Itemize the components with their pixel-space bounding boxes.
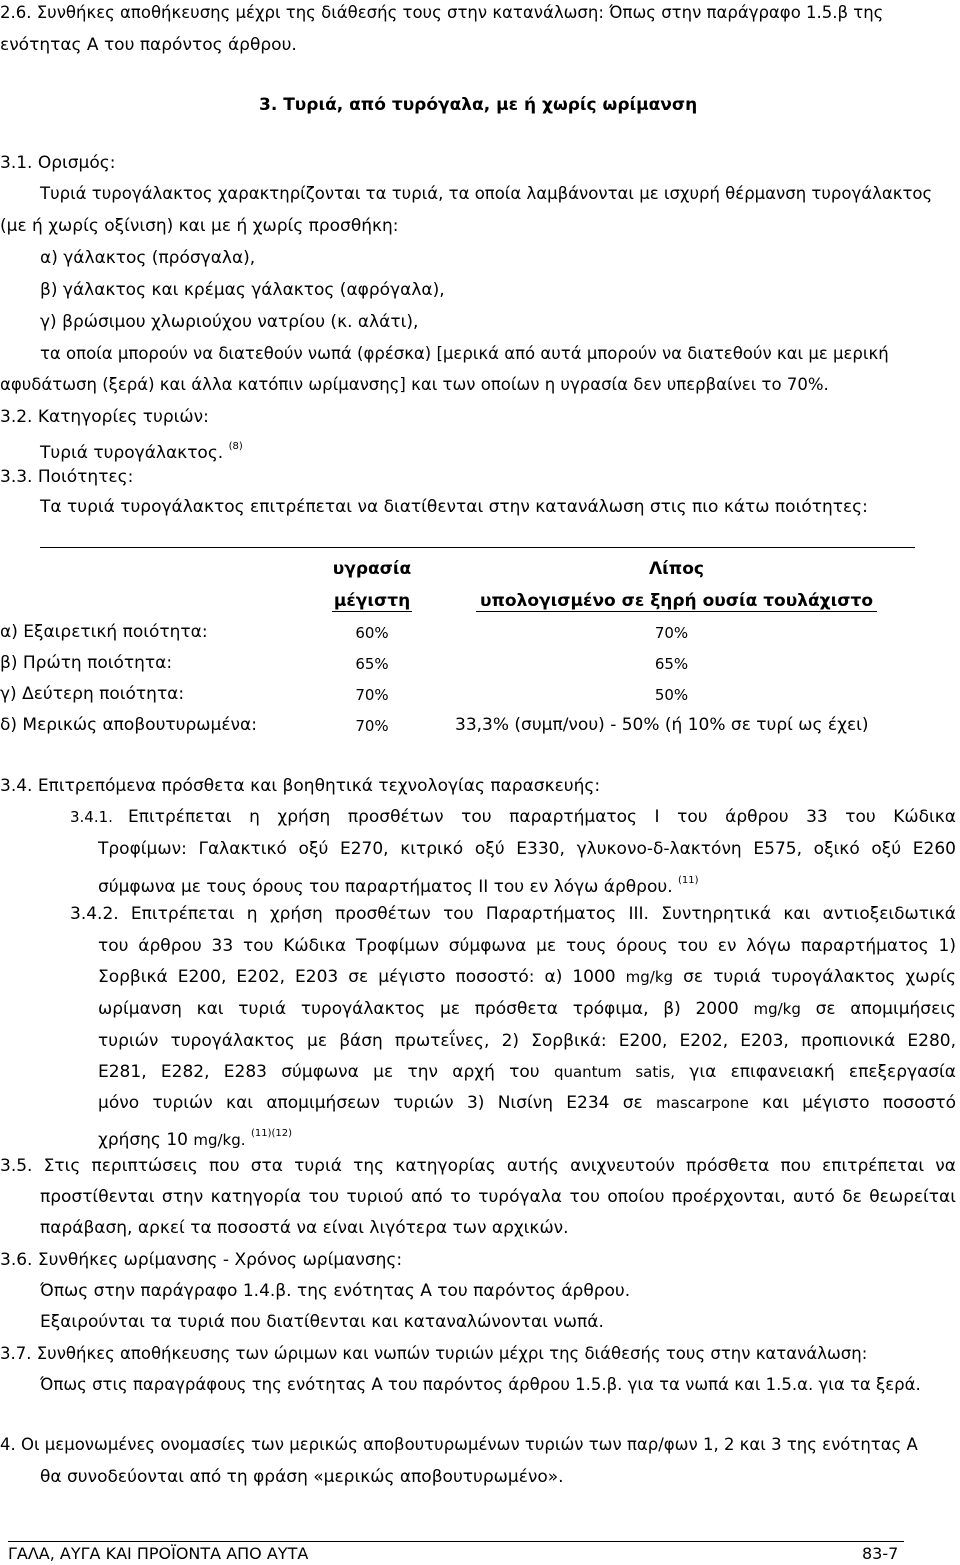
sec31-line2: (με ή χωρίς οξίνιση) και με ή χωρίς προσθήκη: — [0, 216, 399, 236]
sec34-p2-unit-2: mg/kg — [753, 1000, 801, 1018]
sec34-p2-line4-a: ωρίμανση και τυριά τυρογάλακτος με πρόσθετα τρόφιμα, β) 2000 — [98, 999, 739, 1019]
sec34-p2-line6-a: Ε281, Ε282, Ε283 σύμφωνα με την αρχή του — [98, 1062, 540, 1082]
table-header-moisture-2: μέγιστη — [333, 591, 411, 611]
sec34-p2-line8-a: χρήσης 10 — [98, 1130, 188, 1150]
table-row-moisture: 65% — [355, 655, 389, 673]
sec31-line3: τα οποία μπορούν να διατεθούν νωπά (φρέσκα) [μερικά από αυτά μπορούν να διατεθούν και με μερική — [40, 344, 889, 363]
footer-rule — [8, 1541, 904, 1542]
sec34-p1-number: 3.4.1. — [70, 808, 113, 826]
sec34-p2-line3 — [98, 966, 956, 988]
footer-page-number: 83-7 — [862, 1544, 899, 1563]
sec34-p2-line2: του άρθρου 33 του Κώδικα Τροφίμων σύμφωνα με τους όρους του εν λόγω παραρτήματος 1) — [98, 936, 956, 956]
sec34-p2-line7-b: και μέγιστο ποσοστό — [761, 1093, 957, 1113]
sec34-p1-ref: (11) — [678, 875, 699, 886]
sec34-p2-mascarpone: mascarpone — [656, 1094, 749, 1112]
table-header-fat-2: υπολογισμένο σε ξηρή ουσία τουλάχιστο — [479, 591, 874, 611]
sec32-ref: (8) — [228, 441, 243, 452]
table-row-moisture: 60% — [355, 624, 389, 642]
table-header-moisture-1: υγρασία — [332, 559, 412, 579]
sec26-line2: ενότητας Α του παρόντος άρθρου. — [0, 35, 297, 55]
sec34-p2-ref: (11)(12) — [250, 1128, 292, 1139]
sec4-line2: θα συνοδεύονται από τη φράση «μερικώς αποβουτυρωμένο». — [40, 1467, 564, 1487]
table-row-label: α) Εξαιρετική ποιότητα: — [0, 622, 208, 642]
sec36-heading: 3.6. Συνθήκες ωρίμανσης - Χρόνος ωρίμανσης: — [0, 1250, 403, 1270]
table-row-fat: 33,3% (συμπ/νου) - 50% (ή 10% σε τυρί ως έχει) — [455, 715, 869, 735]
sec36-line2: Εξαιρούνται τα τυριά που διατίθενται και καταναλώνονται νωπά. — [40, 1312, 604, 1332]
table-row-moisture: 70% — [355, 686, 389, 704]
sec34-p2-quantum-satis: quantum satis, — [553, 1063, 675, 1081]
sec33-heading: 3.3. Ποιότητες: — [0, 467, 134, 487]
sec34-p1-line1: Επιτρέπεται η χρήση προσθέτων του παραρτήματος Ι του άρθρου 33 του Κώδικα — [128, 807, 956, 827]
table-row-moisture: 70% — [355, 717, 389, 735]
sec26-line1: 2.6. Συνθήκες αποθήκευσης μέχρι της διάθεσής τους στην κατανάλωση: Όπως στην παράγραφο 1.5.β της — [0, 3, 884, 22]
table-row-label: γ) Δεύτερη ποιότητα: — [0, 684, 185, 704]
table-row-fat: 70% — [654, 624, 689, 642]
sec34-p2-line5: τυριών τυρογάλακτος με βάση πρωτεΐνες, 2) Σορβικά: Ε200, Ε202, Ε203, προπιονικά Ε280, — [98, 1031, 956, 1051]
sec36-line1: Όπως στην παράγραφο 1.4.β. της ενότητας Α του παρόντος άρθρου. — [40, 1281, 631, 1301]
table-row-fat: 65% — [654, 655, 689, 673]
sec34-p2-line7-a: μόνο τυριών και απομιμήσεων τυριών 3) Νισίνη Ε234 σε — [98, 1093, 643, 1113]
sec34-heading: 3.4. Επιτρεπόμενα πρόσθετα και βοηθητικά τεχνολογίας παρασκευής: — [0, 776, 601, 796]
sec34-p2-line8 — [98, 1123, 292, 1151]
sec35-line2: προστίθενται στην κατηγορία του τυριού από το τυρόγαλα του οποίου προέρχονται, αυτό δε θεωρείται — [40, 1187, 956, 1207]
table-header-underline-moisture — [332, 611, 412, 612]
sec31-line4: αφυδάτωση (ξερά) και άλλα κατόπιν ωρίμανσης] και των οποίων η υγρασία δεν υπερβαίνει το 70%. — [0, 375, 829, 394]
sec32-item — [40, 436, 243, 464]
sec34-p2-line3-a: Σορβικά Ε200, Ε202, Ε203 σε μέγιστο ποσοστό: α) 1000 — [98, 967, 616, 987]
sec34-p2-line7 — [98, 1092, 956, 1114]
sec35-line3: παράβαση, αρκεί τα ποσοστά να είναι λιγότερα των αρχικών. — [40, 1218, 569, 1238]
sec32-heading: 3.2. Κατηγορίες τυριών: — [0, 407, 209, 427]
sec31-item-a: α) γάλακτος (πρόσγαλα), — [40, 248, 256, 268]
sec35-line1: 3.5. Στις περιπτώσεις που στα τυριά της κατηγορίας αυτής ανιχνευτούν πρόσθετα που επιτρέπεται να — [0, 1156, 956, 1176]
sec34-p2-line1: 3.4.2. Επιτρέπεται η χρήση προσθέτων του Παραρτήματος ΙΙΙ. Συντηρητικά και αντιοξειδωτικά — [70, 904, 956, 924]
sec34-p2-line3-b: σε τυριά τυρογάλακτος χωρίς — [683, 967, 956, 987]
sec34-p2-line6-b: για επιφανειακή επεξεργασία — [689, 1062, 957, 1082]
sec34-p2-unit: mg/kg — [625, 968, 674, 986]
sec34-p1-line3-text: σύμφωνα με τους όρους του παραρτήματος ΙΙ του εν λόγω άρθρου. — [98, 877, 673, 897]
table-header-fat-1: Λίπος — [649, 559, 704, 579]
table-row-fat: 50% — [654, 686, 689, 704]
footer-title: ΓΑΛΑ, ΑΥΓΑ ΚΑΙ ΠΡΟΪΟΝΤΑ ΑΠΟ ΑΥΤΑ — [8, 1544, 309, 1563]
sec34-p2-line6 — [98, 1061, 956, 1083]
sec34-p1-line3 — [98, 870, 699, 898]
section3-title: 3. Τυριά, από τυρόγαλα, με ή χωρίς ωρίμανση — [259, 95, 698, 115]
table-row-label: β) Πρώτη ποιότητα: — [0, 653, 173, 673]
sec32-item-text: Τυριά τυρογάλακτος. — [40, 443, 224, 463]
table-header-underline-fat — [476, 611, 877, 612]
sec34-p2-line4-b: σε απομιμήσεις — [815, 999, 956, 1019]
sec31-line1: Τυριά τυρογάλακτος χαρακτηρίζονται τα τυριά, τα οποία λαμβάνονται με ισχυρή θέρμανση τυρογάλακτος — [40, 184, 933, 203]
sec37-line1: Όπως στις παραγράφους της ενότητας Α του παρόντος άρθρου 1.5.β. για τα νωπά και 1.5.α. για τα ξερά. — [40, 1375, 921, 1394]
table-top-rule — [40, 547, 915, 548]
sec34-p1-line2: Τροφίμων: Γαλακτικό οξύ Ε270, κιτρικό οξύ Ε330, γλυκονο-δ-λακτόνη Ε575, οξικό οξύ Ε260 — [98, 839, 956, 859]
sec31-item-c: γ) βρώσιμου χλωριούχου νατρίου (κ. αλάτι), — [40, 312, 419, 332]
sec4-line1: 4. Οι μεμονωμένες ονομασίες των μερικώς αποβουτυρωμένων τυριών των παρ/φων 1, 2 και 3 της ενότητας Α — [0, 1435, 918, 1454]
sec33-intro: Τα τυριά τυρογάλακτος επιτρέπεται να διατίθενται στην κατανάλωση στις πιο κάτω ποιότητες: — [40, 497, 868, 517]
sec34-p2-line8-unit: mg/kg. — [193, 1131, 246, 1149]
sec37-heading: 3.7. Συνθήκες αποθήκευσης των ώριμων και νωπών τυριών μέχρι της διάθεσής τους στην κατανάλωση: — [0, 1344, 868, 1363]
table-row-label: δ) Μερικώς αποβουτυρωμένα: — [0, 715, 257, 735]
sec34-p2-line4 — [98, 998, 956, 1020]
sec31-heading: 3.1. Ορισμός: — [0, 153, 116, 173]
sec31-item-b: β) γάλακτος και κρέμας γάλακτος (αφρόγαλα), — [40, 280, 445, 300]
